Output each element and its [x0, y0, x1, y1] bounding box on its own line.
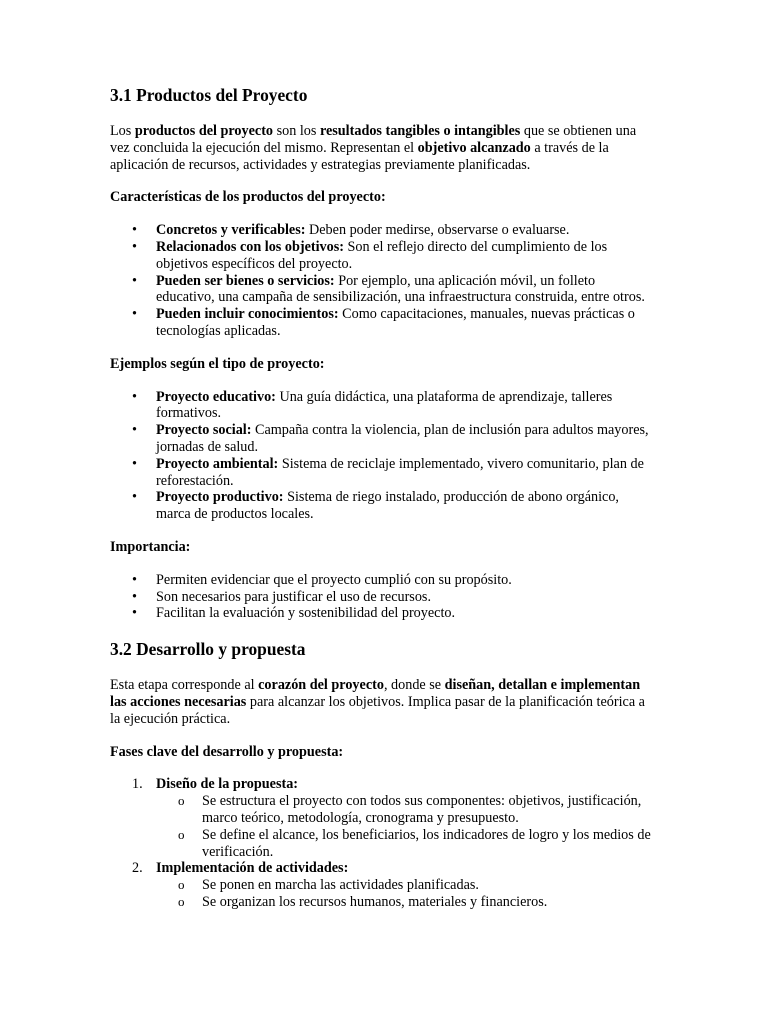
list-item: [110, 456, 655, 490]
section-2-title: 3.2 Desarrollo y propuesta: [110, 639, 306, 660]
section-1-title: 3.1 Productos del Proyecto: [110, 85, 308, 105]
list-item: [110, 389, 655, 423]
phase-item: [110, 776, 655, 860]
phases-heading: Fases clave del desarrollo y propuesta:: [110, 743, 344, 760]
intro-text: Los: [110, 123, 135, 139]
intro-text: para alcanzar los objetivos. Implica pasar de la planificación teórica a la ejecución práctica.: [110, 693, 645, 727]
item-term: Proyecto educativo:: [156, 388, 276, 405]
item-text: Son el reflejo directo del cumplimiento de los objetivos específicos del proyecto.: [156, 238, 608, 272]
section-1-intro: [110, 123, 655, 173]
phase-title: Diseño de la propuesta:: [156, 776, 299, 793]
characteristics-heading: Características de los productos del proyecto:: [110, 189, 386, 206]
list-item: [110, 489, 655, 523]
item-term: Proyecto ambiental:: [156, 455, 279, 472]
intro-text: que se obtienen una vez concluida la ejecución del mismo. Representan el: [110, 123, 637, 156]
sub-item: o Se organizan los recursos humanos, materiales y financieros.: [156, 894, 655, 911]
intro-text: Esta etapa corresponde al: [110, 677, 259, 694]
list-item: [110, 422, 655, 456]
phase-sub-list: [156, 877, 655, 911]
intro-text: , donde se: [383, 677, 445, 694]
intro-bold: corazón del proyecto: [258, 677, 384, 694]
intro-bold: productos del proyecto: [134, 123, 274, 139]
list-item: [110, 306, 655, 340]
examples-list: [110, 389, 655, 523]
phase-sub-list: [156, 793, 655, 860]
intro-bold: resultados tangibles o intangibles: [319, 123, 521, 139]
item-text: Sistema de reciclaje implementado, vivero comunitario, plan de reforestación.: [156, 455, 644, 489]
item-term: Pueden ser bienes o servicios:: [156, 272, 335, 289]
examples-heading: Ejemplos según el tipo de proyecto:: [110, 355, 325, 372]
intro-bold: diseñan, detallan e implementan las acciones necesarias: [110, 677, 641, 710]
item-term: Proyecto productivo:: [156, 489, 284, 506]
intro-text: a través de la aplicación de recursos, actividades y estrategias previamente planificadas.: [110, 139, 609, 173]
item-term: Concretos y verificables:: [156, 222, 306, 239]
list-item: • Permiten evidenciar que el proyecto cumplió con su propósito.: [110, 572, 655, 589]
importance-list: [110, 572, 655, 622]
item-term: Proyecto social:: [156, 422, 252, 439]
item-term: Pueden incluir conocimientos:: [156, 306, 339, 323]
list-item: [110, 273, 655, 307]
section-2-intro: [110, 677, 655, 727]
phase-number: 2.: [132, 860, 143, 877]
importance-heading: Importancia:: [110, 538, 191, 555]
characteristics-list: [110, 222, 655, 340]
list-item: [110, 239, 655, 273]
item-text: Como capacitaciones, manuales, nuevas prácticas o tecnologías aplicadas.: [156, 306, 635, 339]
intro-bold: objetivo alcanzado: [417, 139, 531, 156]
list-item: • Son necesarios para justificar el uso de recursos.: [110, 589, 655, 606]
document-page: [110, 84, 655, 911]
phase-number: 1.: [132, 776, 143, 793]
phase-item: [110, 860, 655, 910]
item-text: Sistema de riego instalado, producción de abono orgánico, marca de productos locales.: [156, 489, 619, 523]
phases-list: [110, 776, 655, 910]
sub-item: o Se define el alcance, los beneficiarios, los indicadores de logro y los medios de verificación.: [156, 827, 655, 861]
item-term: Relacionados con los objetivos:: [156, 238, 344, 255]
item-text: Deben poder medirse, observarse o evaluarse.: [305, 222, 570, 239]
list-item: • Facilitan la evaluación y sostenibilidad del proyecto.: [110, 605, 655, 622]
item-text: Por ejemplo, una aplicación móvil, un folleto educativo, una campaña de sensibilización, una infraestructura construida, entre otros.: [156, 272, 645, 306]
sub-item: o Se ponen en marcha las actividades planificadas.: [156, 877, 655, 894]
list-item: [110, 222, 655, 239]
intro-text: son los: [273, 123, 320, 139]
item-text: Una guía didáctica, una plataforma de aprendizaje, talleres formativos.: [156, 388, 613, 422]
item-text: Campaña contra la violencia, plan de inclusión para adultos mayores, jornadas de salud.: [156, 422, 649, 455]
sub-item: o Se estructura el proyecto con todos sus componentes: objetivos, justificación, marco teórico, metodología, cronograma y presupuesto.: [156, 793, 655, 827]
phase-title: Implementación de actividades:: [156, 860, 349, 877]
